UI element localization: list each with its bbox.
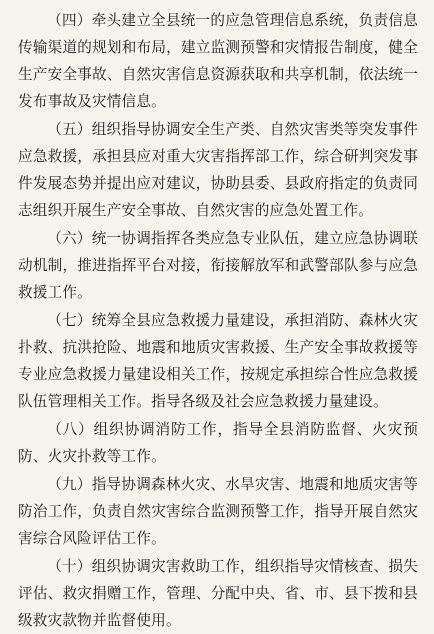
paragraph-10: （十）组织协调灾害救助工作，组织指导灾情核查、损失评估、救灾捐赠工作，管理、分配中央、省、市、县下拨和县级救灾款物并监督使用。: [18, 558, 418, 629]
paragraph-8: （八）组织协调消防工作，指导全县消防监督、火灾预防、火灾扑救等工作。: [18, 421, 418, 465]
paragraph-4: （四）牵头建立全县统一的应急管理信息系统，负责信息传输渠道的规划和布局，建立监测预警和灾情报告制度，健全生产安全事故、自然灾害信息资源获取和共享机制，依法统一发布事故及灾情信息。: [18, 12, 418, 110]
paragraph-9: （九）指导协调森林火灾、水旱灾害、地震和地质灾害等防治工作，负责自然灾害综合监测预警工作，指导开展自然灾害综合风险评估工作。: [18, 476, 418, 547]
paragraph-7: （七）统筹全县应急救援力量建设，承担消防、森林火灾扑救、抗洪抢险、地震和地质灾害救援、生产安全事故救援等专业应急救援力量建设相关工作，按规定承担综合性应急救援队伍管理相关工作。指导各级及社会应急救援力量建设。: [18, 312, 418, 410]
paragraph-5: （五）组织指导协调安全生产类、自然灾害类等突发事件应急救援，承担县应对重大灾害指挥部工作，综合研判突发事件发展态势并提出应对建议，协助县委、县政府指定的负责同志组织开展生产安全事故、自然灾害的应急处置工作。: [18, 121, 418, 219]
paragraph-6: （六）统一协调指挥各类应急专业队伍，建立应急协调联动机制，推进指挥平台对接，衔接解放军和武警部队参与应急救援工作。: [18, 230, 418, 301]
